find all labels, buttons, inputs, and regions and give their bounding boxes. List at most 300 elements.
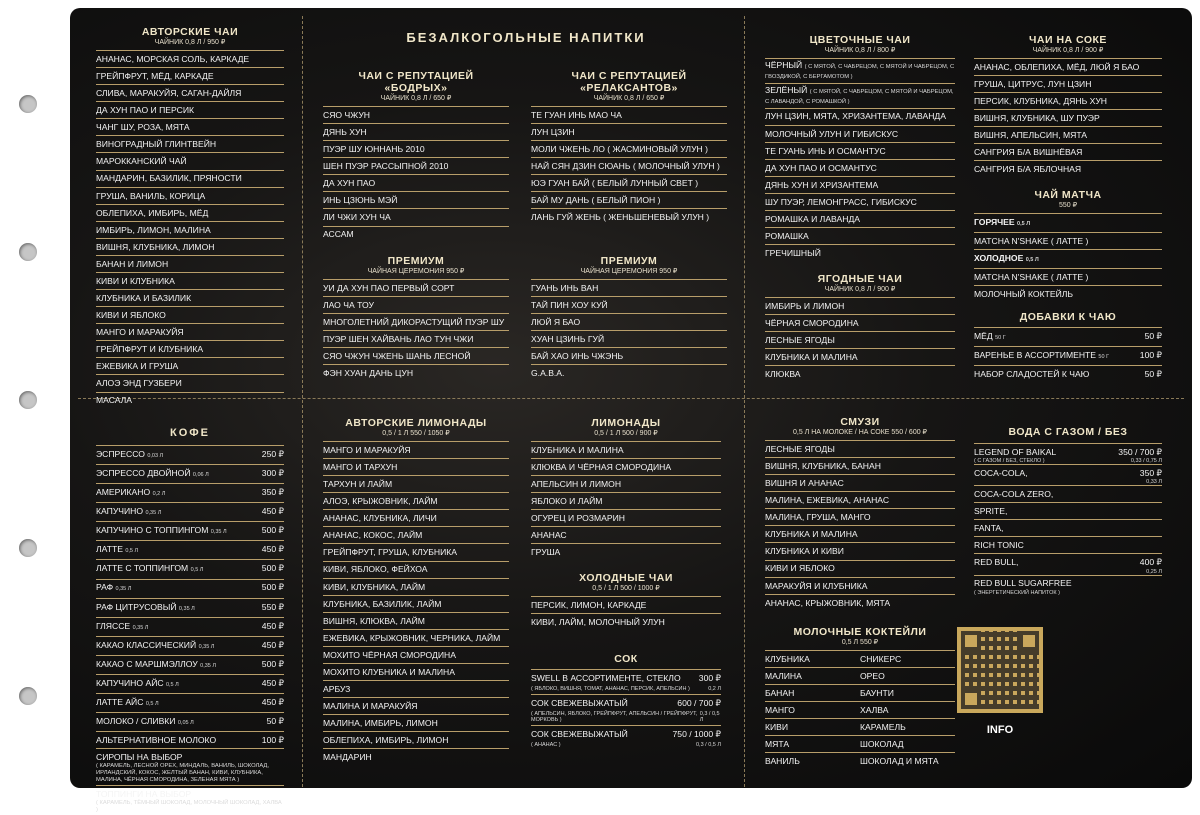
- item-note: ( С МЯТОЙ, С ЧАБРЕЦОМ, С МЯТОЙ И ЧАБРЕЦОМ, С ЛАВАНДОЙ, С РОМАШКОЙ ): [765, 88, 954, 105]
- item-name-wrap: [96, 543, 258, 557]
- list-item: [96, 272, 284, 289]
- item-price: 300 ₽: [261, 467, 284, 478]
- item-name: МЁД: [974, 330, 993, 341]
- list-item: [323, 561, 509, 578]
- item-name-wrap: [96, 696, 258, 710]
- section-subtitle: 0,5 Л НА МОЛОКЕ / НА СОКЕ 550 / 600 ₽: [793, 429, 927, 436]
- item-name: COCA-COLA,: [974, 467, 1028, 478]
- list-item: [531, 596, 721, 613]
- list-item: [323, 663, 509, 680]
- qr-finder: [961, 631, 981, 651]
- item-name: ШОКОЛАД: [860, 739, 904, 750]
- list-item: [765, 193, 955, 210]
- item-name: SWELL В АССОРТИМЕНТЕ, СТЕКЛО: [531, 672, 681, 683]
- qr-finder: [1019, 631, 1039, 651]
- list-item: [96, 502, 284, 521]
- list-item: [765, 560, 955, 577]
- section-subtitle: ЧАЙНАЯ ЦЕРЕМОНИЯ 950 ₽: [367, 268, 465, 275]
- list-item: [323, 441, 509, 458]
- item-name: ЛАНЬ ГУЙ ЖЕНЬ ( ЖЕНЬШЕНЕВЫЙ УЛУН ): [531, 212, 710, 223]
- author-lemonades-section: [323, 417, 509, 765]
- section-title: СМУЗИ: [840, 416, 880, 428]
- list-item: [323, 697, 509, 714]
- item-name: АЛОЭ, КРЫЖОВНИК, ЛАЙМ: [323, 496, 438, 507]
- item-name: КИВИ: [765, 722, 789, 733]
- list-item: [531, 613, 721, 630]
- matcha-hot-volume: 0,5 Л: [1017, 220, 1031, 227]
- item-name: ЧЁРНЫЙ: [765, 59, 803, 70]
- item-name-wrap: [96, 788, 284, 800]
- item-name-wrap: [974, 349, 1136, 363]
- item-volume: 0,33 / 0,75 Л: [1130, 458, 1162, 465]
- item-name: ГРУША, ВАНИЛЬ, КОРИЦА: [96, 190, 206, 201]
- list-item: [531, 526, 721, 543]
- list-item: [765, 525, 955, 542]
- list-item: [765, 594, 955, 611]
- item-name: ЛЮЙ Я БАО: [531, 317, 581, 328]
- list-item: [96, 374, 284, 391]
- item-name: КАПУЧИНО АЙС: [96, 677, 164, 688]
- item-sub: [531, 686, 721, 692]
- list-item: [96, 357, 284, 374]
- item-name: РОМАШКА: [765, 231, 809, 241]
- item-name: КАПУЧИНО: [96, 506, 144, 517]
- item-name-wrap: [974, 368, 1141, 380]
- item-name: МАСАЛА: [96, 395, 133, 406]
- item-name: КЛУБНИКА: [765, 653, 810, 664]
- item-name: MATCHA N'SHAKE ( ЛАТТЕ ): [974, 272, 1089, 283]
- berry-teas-section: [765, 273, 955, 382]
- list-item: [974, 346, 1162, 365]
- item-name-wrap: [96, 562, 258, 576]
- item-name-wrap: [974, 330, 1141, 344]
- matcha-hot-label: ГОРЯЧЕЕ: [974, 216, 1015, 227]
- binder-hole: [19, 687, 37, 705]
- list-item: [323, 578, 509, 595]
- list-item: [323, 731, 509, 748]
- item-name: РАФ ЦИТРУСОВЫЙ: [96, 601, 177, 612]
- item-name: САНГРИЯ Б/А ВИШНЁВАЯ: [974, 147, 1083, 158]
- list-item: [323, 174, 509, 191]
- section-title: ПРЕМИУМ: [600, 255, 658, 267]
- list-item: [96, 187, 284, 204]
- list-item: [531, 347, 727, 364]
- list-item: [96, 559, 284, 578]
- item-name: ХУАН ЦЗИНЬ ГУЙ: [531, 334, 605, 345]
- list-item: [96, 712, 284, 731]
- item-name: КЛУБНИКА, БАЗИЛИК, ЛАЙМ: [323, 598, 442, 609]
- list-item: [974, 232, 1162, 249]
- list-item: [765, 474, 955, 491]
- item-name: ДЯНЬ ХУН: [323, 126, 367, 137]
- item-volume: 0,3 / 0,5 Л: [695, 742, 721, 749]
- list-item: [531, 106, 727, 123]
- item-volume: 0,2 Л: [152, 491, 166, 498]
- item-name: БАЙ МУ ДАНЬ ( БЕЛЫЙ ПИОН ): [531, 195, 661, 206]
- item-name: ВАНИЛЬ: [765, 756, 800, 767]
- item-price: 450 ₽: [261, 696, 284, 707]
- list-item: [323, 612, 509, 629]
- list-item: [96, 636, 284, 655]
- item-name: КЛУБНИКА И БАЗИЛИК: [96, 292, 192, 303]
- item-name: АССАМ: [323, 229, 354, 240]
- item-volume: 0,5 Л: [125, 548, 139, 555]
- list-item: [974, 213, 1162, 232]
- list-item: [531, 313, 727, 330]
- list-item: [974, 553, 1162, 570]
- item-price: 750 / 1000 ₽: [672, 729, 721, 740]
- item-name: МЯТА: [765, 739, 790, 750]
- item-name: ОРЕО: [860, 670, 885, 681]
- item-volume: 0,03 Л: [147, 452, 164, 459]
- item-name: RED BULL,: [974, 557, 1019, 568]
- item-sub: [974, 590, 1162, 596]
- item-price: 100 ₽: [261, 735, 284, 746]
- section-title: КОФЕ: [170, 427, 210, 439]
- item-name: ТОППИНГИ НА ВЫБОР: [96, 789, 192, 800]
- list-item: [323, 347, 509, 364]
- matcha-cold-volume: 0,5 Л: [1025, 257, 1039, 264]
- item-note: ( С МЯТОЙ, С ЧАБРЕЦОМ, С МЯТОЙ И ЧАБРЕЦОМ, С ГВОЗДИКОЙ, С БЕРГАМОТОМ ): [765, 63, 955, 80]
- item-name: ЛИ ЧЖИ ХУН ЧА: [323, 212, 391, 223]
- list-item: [531, 296, 727, 313]
- item-note: ( АПЕЛЬСИН, ЯБЛОКО, ГРЕЙПФРУТ, АПЕЛЬСИН / ГРЕЙПФРУТ, МОРКОВЬ ): [531, 711, 698, 724]
- item-name: ЧАНГ ШУ, РОЗА, МЯТА: [96, 122, 190, 133]
- item-name-wrap: [96, 734, 258, 746]
- item-name: МОЛОЧНЫЙ УЛУН И ГИБИСКУС: [765, 128, 899, 139]
- item-price: 450 ₽: [261, 639, 284, 650]
- item-name: СЯО ЧЖУН: [323, 109, 371, 120]
- item-name: МАНГО И ТАРХУН: [323, 461, 398, 472]
- item-name-wrap: [96, 581, 258, 595]
- section-title: ПРЕМИУМ: [387, 255, 445, 267]
- list-item: [765, 701, 955, 718]
- item-sub: [531, 711, 721, 723]
- item-volume: 0,06 Л: [192, 471, 209, 478]
- item-name-wrap: [96, 639, 258, 653]
- item-price: 500 ₽: [261, 563, 284, 574]
- item-name: АЛОЭ ЭНД ГУЗБЕРИ: [96, 378, 182, 389]
- list-item: [96, 483, 284, 502]
- item-name: МАРОККАНСКИЙ ЧАЙ: [96, 156, 187, 167]
- item-volume: 0,3 / 0,5 Л: [699, 711, 720, 724]
- item-name-wrap: [96, 658, 258, 672]
- item-name: ДА ХУН ПАО И ПЕРСИК: [96, 105, 195, 116]
- item-price: 500 ₽: [261, 658, 284, 669]
- item-volume: 0,5 Л: [145, 700, 159, 707]
- item-name: БАНАН: [765, 688, 795, 699]
- item-name: ЛУН ЦЗИН, МЯТА, ХРИЗАНТЕМА, ЛАВАНДА: [765, 111, 946, 122]
- item-name: АНАНАС, КРЫЖОВНИК, МЯТА: [765, 597, 891, 608]
- list-item: [96, 101, 284, 118]
- list-item: [96, 221, 284, 238]
- item-name: ТАРХУН И ЛАЙМ: [323, 479, 393, 490]
- item-name: СИРОПЫ НА ВЫБОР: [96, 752, 183, 763]
- list-item: [974, 464, 1162, 481]
- section-title: АВТОРСКИЕ ЛИМОНАДЫ: [345, 417, 487, 429]
- item-volume: 0,35 Л: [145, 510, 162, 517]
- qr-pattern: [961, 631, 1039, 709]
- item-name-wrap: [96, 620, 258, 634]
- item-name: МАРАКУЙЯ И КЛУБНИКА: [765, 580, 868, 591]
- item-price: 250 ₽: [261, 448, 284, 459]
- list-item: [765, 159, 955, 176]
- list-item: [323, 106, 509, 123]
- matcha-section: [974, 189, 1162, 302]
- section-title: СОК: [614, 653, 638, 665]
- list-item: [765, 227, 955, 244]
- list-item: [974, 285, 1162, 302]
- item-note: ( КАРАМЕЛЬ, ТЁМНЫЙ ШОКОЛАД, МОЛОЧНЫЙ ШОКОЛАД, ХАЛВА ): [96, 800, 282, 814]
- item-name: ЗЕЛЁНЫЙ: [765, 84, 808, 95]
- item-name: ЯБЛОКО И ЛАЙМ: [531, 496, 603, 507]
- list-item: [974, 268, 1162, 285]
- list-item: [96, 323, 284, 340]
- item-name: МАНДАРИН: [323, 752, 372, 763]
- list-item: [531, 669, 721, 686]
- list-item: [531, 475, 721, 492]
- item-name: КИВИ И КЛУБНИКА: [96, 275, 175, 286]
- item-name: ДЯНЬ ХУН И ХРИЗАНТЕМА: [765, 179, 879, 190]
- list-item: [531, 157, 727, 174]
- list-item: [765, 176, 955, 193]
- list-item: [974, 58, 1162, 75]
- item-name: СЯО ЧЖУН ЧЖЕНЬ ШАНЬ ЛЕСНОЙ: [323, 351, 471, 362]
- item-price: 450 ₽: [261, 677, 284, 688]
- list-item: [323, 296, 509, 313]
- item-name: МАЛИНА, ИМБИРЬ, ЛИМОН: [323, 718, 438, 729]
- item-name: СНИКЕРС: [860, 653, 902, 664]
- list-item: [765, 542, 955, 559]
- section-title: ВОДА С ГАЗОМ / БЕЗ: [1008, 426, 1128, 438]
- list-item: [765, 314, 955, 331]
- list-item: [323, 543, 509, 560]
- item-name: МАНГО: [765, 705, 795, 716]
- list-item: [974, 160, 1162, 177]
- list-item: [323, 123, 509, 140]
- list-item: [323, 646, 509, 663]
- list-item: [974, 143, 1162, 160]
- item-name-wrap: [96, 715, 263, 729]
- item-name-wrap: [96, 751, 284, 763]
- list-item: [531, 441, 721, 458]
- list-item: [765, 108, 955, 125]
- item-volume: 50 Г: [995, 334, 1006, 341]
- item-name: ФЭН ХУАН ДАНЬ ЦУН: [323, 368, 414, 379]
- binder-hole: [19, 243, 37, 261]
- item-name: ЛАТТЕ С ТОППИНГОМ: [96, 563, 189, 574]
- list-item: [96, 617, 284, 636]
- list-item: [96, 392, 284, 409]
- list-item: [96, 540, 284, 559]
- item-name: ТАЙ ПИН ХОУ КУЙ: [531, 299, 608, 310]
- item-name: ЧЁРНАЯ СМОРОДИНА: [765, 317, 859, 328]
- list-item: [765, 142, 955, 159]
- divider: [302, 16, 303, 788]
- item-name: КЛУБНИКА И МАЛИНА: [531, 444, 624, 455]
- list-item: [765, 348, 955, 365]
- item-name: ВИШНЯ, АПЕЛЬСИН, МЯТА: [974, 130, 1088, 141]
- list-item: [96, 306, 284, 323]
- item-name: РОМАШКА И ЛАВАНДА: [765, 213, 860, 224]
- list-item: [765, 577, 955, 594]
- list-item: [96, 170, 284, 187]
- list-item: [323, 226, 509, 243]
- item-name: АМЕРИКАНО: [96, 487, 151, 498]
- section-subtitle: ЧАЙНАЯ ЦЕРЕМОНИЯ 950 ₽: [580, 268, 678, 275]
- item-name: КАКАО С МАРШМЭЛЛОУ: [96, 658, 198, 669]
- list-item: [765, 491, 955, 508]
- item-name: ГРЕЧИШНЫЙ: [765, 248, 821, 259]
- list-item: [974, 126, 1162, 143]
- item-name: НАБОР СЛАДОСТЕЙ К ЧАЮ: [974, 369, 1090, 380]
- section-title: МОЛОЧНЫЕ КОКТЕЙЛИ: [793, 626, 927, 638]
- section-subtitle: ЧАЙНИК 0,8 Л / 900 ₽: [1032, 47, 1104, 54]
- item-name: ПЕРСИК, ЛИМОН, КАРКАДЕ: [531, 599, 647, 610]
- list-item: [765, 684, 955, 701]
- list-item: [323, 279, 509, 296]
- item-name: СОК СВЕЖЕВЫЖАТЫЙ: [531, 697, 628, 708]
- list-item: [974, 536, 1162, 553]
- item-name: ВАРЕНЬЕ В АССОРТИМЕНТЕ: [974, 349, 1097, 360]
- item-name: ЛЕСНЫЕ ЯГОДЫ: [765, 335, 835, 346]
- relax-teas-section: [531, 70, 727, 226]
- list-item: [531, 208, 727, 225]
- list-item: [531, 123, 727, 140]
- page-title: БЕЗАЛКОГОЛЬНЫЕ НАПИТКИ: [406, 30, 646, 45]
- item-name: ЛУН ЦЗИН: [531, 126, 575, 137]
- list-item: [974, 92, 1162, 109]
- item-name: ТЕ ГУАН ИНЬ МАО ЧА: [531, 109, 622, 120]
- item-name: БАНАН И ЛИМОН: [96, 258, 169, 269]
- item-volume: 0,35 Л: [132, 624, 149, 631]
- juice-section: [531, 653, 721, 750]
- section-title: ЧАИ НА СОКЕ: [1029, 34, 1107, 46]
- item-name: ГУАНЬ ИНЬ ВАН: [531, 282, 599, 293]
- item-name: ДА ХУН ПАО: [323, 178, 376, 189]
- item-name: ОБЛЕПИХА, ИМБИРЬ, ЛИМОН: [323, 735, 449, 746]
- section-title-line2: «БОДРЫХ»: [384, 82, 448, 94]
- section-subtitle: ЧАЙНИК 0,8 Л / 950 ₽: [154, 39, 226, 46]
- list-item: [765, 650, 955, 667]
- item-name: АНАНАС, КЛУБНИКА, ЛИЧИ: [323, 513, 437, 524]
- item-name: ХАЛВА: [860, 705, 889, 716]
- section-title: ЧАИ С РЕПУТАЦИЕЙ: [358, 70, 474, 82]
- item-name: ГРЕЙПФРУТ, ГРУША, КЛУБНИКА: [323, 547, 457, 558]
- item-name: ПУЭР ШЕН ХАЙВАНЬ ЛАО ТУН ЧЖИ: [323, 334, 474, 345]
- item-name: КАКАО КЛАССИЧЕСКИЙ: [96, 639, 197, 650]
- item-name: АНАНАС: [531, 530, 567, 541]
- list-item: [765, 752, 955, 769]
- list-item: [765, 508, 955, 525]
- section-subtitle: ЧАЙНИК 0,8 Л / 650 ₽: [593, 95, 665, 102]
- item-volume: 50 Г: [1098, 353, 1110, 360]
- item-name: АНАНАС, ОБЛЕПИХА, МЁД, ЛЮЙ Я БАО: [974, 61, 1140, 72]
- item-name: ЭСПРЕССО: [96, 448, 145, 459]
- list-item: [531, 364, 727, 381]
- binder-hole: [19, 391, 37, 409]
- item-name: КИВИ, ЯБЛОКО, ФЕЙХОА: [323, 564, 428, 575]
- item-name: АНАНАС, МОРСКАЯ СОЛЬ, КАРКАДЕ: [96, 53, 250, 64]
- list-item: [323, 526, 509, 543]
- item-name: FANTA,: [974, 523, 1004, 534]
- info-label: INFO: [986, 724, 1014, 736]
- item-sub: [531, 742, 721, 748]
- list-item: [96, 255, 284, 272]
- item-price: 450 ₽: [261, 544, 284, 555]
- item-price: 50 ₽: [1144, 369, 1162, 380]
- item-name: ГРЕЙПФРУТ И КЛУБНИКА: [96, 344, 204, 355]
- list-item: [765, 735, 955, 752]
- premium-section-1: [323, 255, 509, 381]
- section-subtitle: 0,5 Л 550 ₽: [841, 639, 879, 646]
- item-name: ВИШНЯ И АНАНАС: [765, 478, 844, 489]
- qr-code-icon[interactable]: [957, 627, 1043, 713]
- item-name: ЛАТТЕ АЙС: [96, 696, 144, 707]
- list-item: [974, 249, 1162, 268]
- section-subtitle: ЧАЙНИК 0,8 Л / 650 ₽: [380, 95, 452, 102]
- list-item: [531, 279, 727, 296]
- item-name: КИВИ, КЛУБНИКА, ЛАЙМ: [323, 581, 426, 592]
- item-name: ИМБИРЬ И ЛИМОН: [765, 300, 845, 311]
- list-item: [531, 458, 721, 475]
- list-item: [765, 365, 955, 382]
- item-name: МНОГОЛЕТНИЙ ДИКОРАСТУЩИЙ ПУЭР ШУ: [323, 317, 505, 328]
- item-name: КИВИ, ЛАЙМ, МОЛОЧНЫЙ УЛУН: [531, 616, 665, 627]
- item-name: БАУНТИ: [860, 688, 894, 699]
- item-name: G.A.B.A.: [531, 368, 565, 379]
- matcha-hot-item: MATCHA N'SHAKE ( ЛАТТЕ ): [974, 235, 1089, 246]
- item-name: ВИШНЯ, КЛЮКВА, ЛАЙМ: [323, 615, 425, 626]
- item-name: ГРЕЙПФРУТ, МЁД, КАРКАДЕ: [96, 70, 214, 81]
- list-item: [765, 331, 955, 348]
- juice-teas-section: [974, 34, 1162, 178]
- item-price: 500 ₽: [261, 525, 284, 536]
- item-name: МОЛОЧНЫЙ КОКТЕЙЛЬ: [974, 289, 1074, 300]
- list-item: [323, 313, 509, 330]
- section-title: ЦВЕТОЧНЫЕ ЧАИ: [809, 34, 911, 46]
- item-name-wrap: [96, 524, 258, 538]
- item-name: АНАНАС, КОКОС, ЛАЙМ: [323, 530, 423, 541]
- item-name: САНГРИЯ Б/А ЯБЛОЧНАЯ: [974, 164, 1082, 175]
- item-name: МАНГО И МАРАКУЙЯ: [96, 327, 184, 338]
- item-note: ( ЭНЕРГЕТИЧЕСКИЙ НАПИТОК ): [974, 589, 1060, 596]
- section-title: ХОЛОДНЫЕ ЧАИ: [579, 572, 673, 584]
- item-volume: 0,33 Л: [1146, 479, 1162, 486]
- item-name: ГЛЯССЕ: [96, 620, 131, 631]
- list-item: [96, 152, 284, 169]
- list-item: [765, 667, 955, 684]
- item-name-wrap: [96, 677, 258, 691]
- list-item: [531, 330, 727, 347]
- list-item: [323, 680, 509, 697]
- item-name: ЕЖЕВИКА И ГРУША: [96, 361, 179, 372]
- section-subtitle: 550 ₽: [1058, 202, 1078, 209]
- list-item: [974, 502, 1162, 519]
- list-item: [96, 693, 284, 712]
- item-volume: 0,2 Л: [708, 686, 721, 693]
- list-item: [96, 340, 284, 357]
- item-name: КАРАМЕЛЬ: [860, 722, 906, 733]
- list-item: [323, 364, 509, 381]
- item-price: 300 ₽: [698, 672, 721, 683]
- list-item: [323, 595, 509, 612]
- item-name: НАЙ СЯН ДЗИН СЮАНЬ ( МОЛОЧНЫЙ УЛУН ): [531, 161, 720, 172]
- item-volume: 0,35 Л: [200, 662, 216, 669]
- section-title: ЧАЙ МАТЧА: [1034, 189, 1102, 201]
- item-volume: 0,35 Л: [198, 643, 215, 650]
- item-name: МАЛИНА, ЕЖЕВИКА, АНАНАС: [765, 495, 890, 506]
